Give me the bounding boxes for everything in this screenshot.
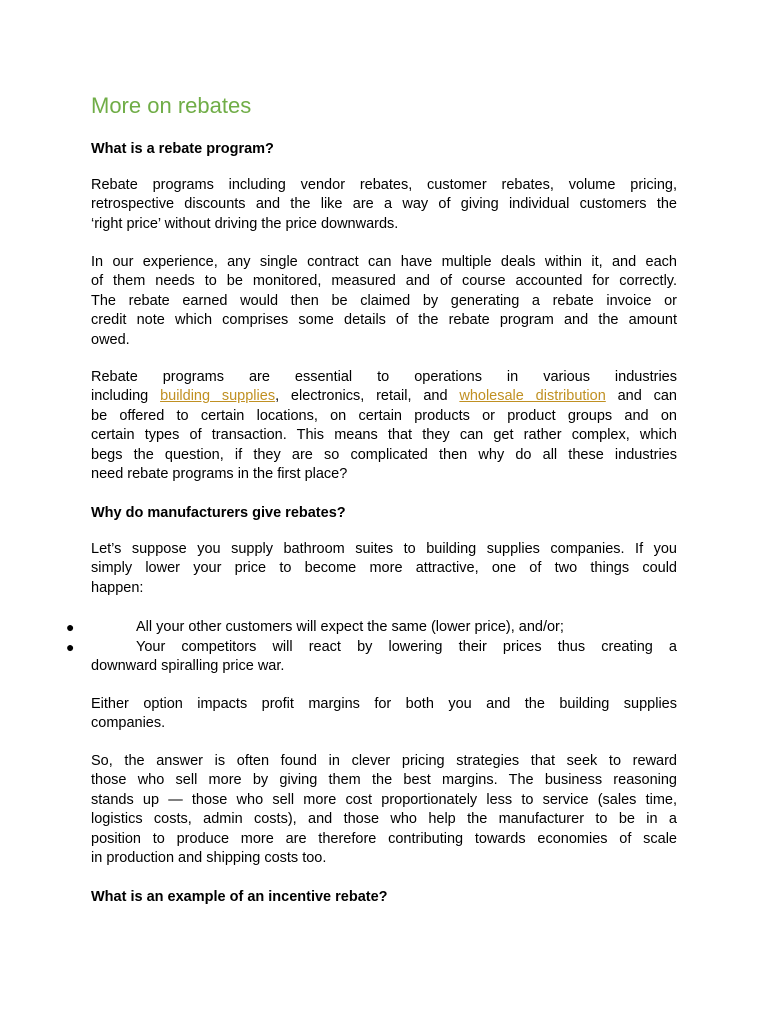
text-line: credit note which comprises some details of the rebate program and the amount [91, 312, 677, 329]
text-line [91, 638, 677, 657]
text-line: stands up — those who sell more cost proportionately less to service (sales time, [91, 791, 677, 808]
text-fragment: , electronics, retail, and [275, 388, 460, 405]
text-line: companies. [91, 715, 166, 732]
text-line: Rebate programs including vendor rebates, customer rebates, volume pricing, [91, 177, 677, 193]
text-line: Either option impacts profit margins for both you and the building supplies [91, 696, 677, 712]
text-line: In our experience, any single contract can have multiple deals within it, and each [91, 254, 677, 270]
building-supplies-link[interactable]: building supplies [160, 388, 276, 405]
text-fragment: including [91, 388, 161, 405]
text-line: owed. [91, 331, 130, 348]
text-line: The rebate earned would then be claimed by generating a rebate invoice or [91, 292, 677, 309]
section-heading-incentive-example: What is an example of an incentive rebate? [91, 889, 388, 905]
text-line [91, 618, 677, 637]
text-line: position to produce more are therefore contributing towards economies of scale [91, 830, 677, 847]
page-title: More on rebates [91, 93, 252, 118]
text-line: need rebate programs in the first place? [91, 466, 348, 483]
text-line: of them needs to be monitored, measured and of course accounted for correctly. [91, 273, 677, 290]
text-line: simply lower your price to become more attractive, one of two things could [91, 560, 677, 577]
text-line: happen: [91, 579, 144, 596]
paragraph-industries [91, 368, 677, 484]
text-line: ‘right price’ without driving the price downwards. [91, 215, 399, 232]
bullet-icon: ● [66, 619, 75, 635]
text-line: Rebate programs are essential to operations in various industries [91, 369, 677, 385]
text-fragment: and can [605, 388, 678, 405]
text-line: downward spiralling price war. [91, 658, 285, 675]
text-line: Let’s suppose you supply bathroom suites to building supplies companies. If you [91, 541, 677, 557]
text-fragment: All your other customers will expect the same (lower price), and/or; [136, 619, 564, 635]
section-heading-why-rebates: Why do manufacturers give rebates? [91, 505, 346, 521]
bullet-icon: ● [66, 639, 75, 655]
wholesale-distribution-link[interactable]: wholesale distribution [459, 388, 606, 405]
text-fragment: Your competitors will react by lowering their prices thus creating a [136, 639, 677, 655]
text-line: those who sell more by giving them the best margins. The business reasoning [91, 772, 677, 789]
text-line: in production and shipping costs too. [91, 850, 327, 867]
paragraph-profit-margins [91, 695, 677, 734]
text-line: retrospective discounts and the like are a way of giving individual customers the [91, 196, 677, 213]
text-line: So, the answer is often found in clever pricing strategies that seek to reward [91, 753, 677, 769]
text-line: be offered to certain locations, on certain products or product groups and on [91, 407, 677, 424]
list-item-text [91, 638, 677, 677]
paragraph-contract-deals [91, 253, 677, 350]
text-line: logistics costs, admin costs), and those who help the manufacturer to be in a [91, 811, 677, 828]
paragraph-rebate-definition [91, 176, 677, 234]
text-line: begs the question, if they are so complicated then why do all these industries [91, 446, 677, 463]
text-line-with-links [91, 387, 677, 406]
paragraph-bathroom-example [91, 540, 677, 598]
paragraph-pricing-strategies [91, 752, 677, 868]
text-line: certain types of transaction. This means that they can get rather complex, which [91, 427, 677, 444]
list-item-text [91, 618, 677, 637]
section-heading-rebate-program: What is a rebate program? [91, 141, 274, 157]
